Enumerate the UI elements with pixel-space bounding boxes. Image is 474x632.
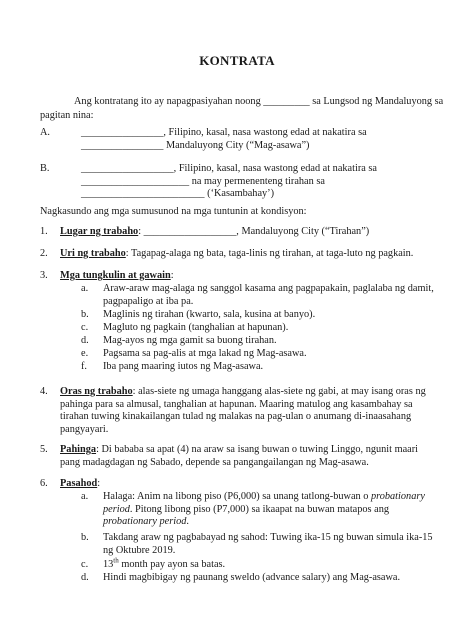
party-b-block — [81, 163, 377, 201]
item-3d: Mag-ayos ng mga gamit sa buong tirahan. — [103, 335, 277, 346]
item-2 — [60, 248, 413, 261]
item-1-number: 1. — [40, 226, 48, 237]
item-2-number: 2. — [40, 248, 48, 259]
party-b-line-3: ________________________ (‘Kasambahay’) — [81, 188, 275, 200]
item-4-heading: Oras ng trabaho — [60, 386, 133, 397]
intro-line-1: Ang kontratang ito ay napagpasiyahan noong _________ sa Lungsod ng Mandaluyong sa — [74, 96, 444, 107]
item-1-text: : __________________, Mandaluyong City (“Tirahan”) — [138, 226, 370, 237]
item-3d-label: d. — [81, 335, 89, 346]
item-3f-label: f. — [81, 361, 88, 372]
item-3b: Maglinis ng tirahan (kwarto, sala, kusina at banyo). — [103, 309, 316, 320]
item-3c-label: c. — [81, 322, 89, 333]
party-a-line-2: ________________ Mandaluyong City (“Mag-asawa”) — [81, 139, 310, 151]
item-5-heading: Pahinga — [60, 444, 97, 455]
intro-line-2: pagitan nina: — [40, 110, 94, 121]
item-3e: Pagsama sa pag-alis at mga lakad ng Mag-asawa. — [103, 348, 307, 359]
item-6a: Halaga: Anim na libong piso (P6,000) sa unang tatlong-buwan o probationary period. Pitong libong piso (P7,000) sa ikaapat na buwan matapos ang probationary period. — [103, 491, 425, 528]
item-4-number: 4. — [40, 386, 48, 397]
item-3a-label: a. — [81, 283, 89, 294]
item-6: Pasahod: — [60, 478, 101, 489]
item-6b: Takdang araw ng pagbabayad ng sahod: Tuwing ika-15 ng buwan simula ika-15 ng Oktubre 2019. — [103, 532, 433, 556]
item-1-heading: Lugar ng trabaho — [60, 226, 139, 237]
item-3f: Iba pang maaring iutos ng Mag-asawa. — [103, 361, 264, 372]
item-2-heading: Uri ng trabaho — [60, 248, 126, 259]
item-3a: Araw-araw mag-alaga ng sanggol kasama ang pagpapakain, paglalaba ng damit, pagpapaligo at iba pa. — [103, 283, 434, 307]
party-a-block — [81, 127, 367, 152]
item-6a-label: a. — [81, 491, 89, 502]
item-3-number: 3. — [40, 270, 48, 281]
item-6c-label: c. — [81, 559, 89, 570]
party-b-line-1: __________________, Filipino, kasal, nasa wastong edad at nakatira sa — [81, 163, 377, 174]
party-b-label: B. — [40, 163, 50, 174]
party-b-line-2: _____________________ na may permenenteng tirahan sa — [81, 175, 325, 187]
party-a-label: A. — [40, 127, 51, 138]
item-3b-label: b. — [81, 309, 89, 320]
item-5-number: 5. — [40, 444, 48, 455]
item-6-number: 6. — [40, 478, 48, 489]
item-3: Mga tungkulin at gawain: — [60, 270, 174, 281]
item-5: Pahinga: Di bababa sa apat (4) na araw sa isang buwan o tuwing Linggo, ngunit maari pang madagdagan ng Sabado, depende sa pangangailangan ng Mag-asawa. — [60, 444, 419, 468]
item-3-heading: Mga tungkulin at gawain — [60, 270, 171, 281]
item-3c: Magluto ng pagkain (tanghalian at hapunan). — [103, 322, 289, 333]
item-6d-label: d. — [81, 572, 89, 583]
item-6d: Hindi magbibigay ng paunang sweldo (advance salary) ang Mag-asawa. — [103, 572, 401, 583]
item-4: Oras ng trabaho: alas-siete ng umaga hanggang alas-siete ng gabi, at may isang oras ng pahinga para sa almusal, tanghalian at hapunan. Maaring matulog ang kasambahay sa tirahan tuwing kinakailangan tulad ng malakas na pag-ulan o anumang di-inaasahang pangyayari. — [60, 386, 426, 435]
item-3e-label: e. — [81, 348, 89, 359]
item-2-text: : Tagapag-alaga ng bata, taga-linis ng tirahan, at taga-luto ng pagkain. — [125, 248, 414, 259]
party-a-line-1: ________________, Filipino, kasal, nasa wastong edad at nakatira sa — [81, 127, 367, 138]
item-6c: 13th month pay ayon sa batas. — [103, 556, 226, 570]
agreement-line: Nagkasundo ang mga sumusunod na mga tuntunin at kondisyon: — [40, 206, 307, 217]
item-6-heading: Pasahod — [60, 478, 98, 489]
item-1 — [60, 226, 369, 239]
item-6b-label: b. — [81, 532, 89, 543]
document-title: KONTRATA — [199, 53, 275, 68]
